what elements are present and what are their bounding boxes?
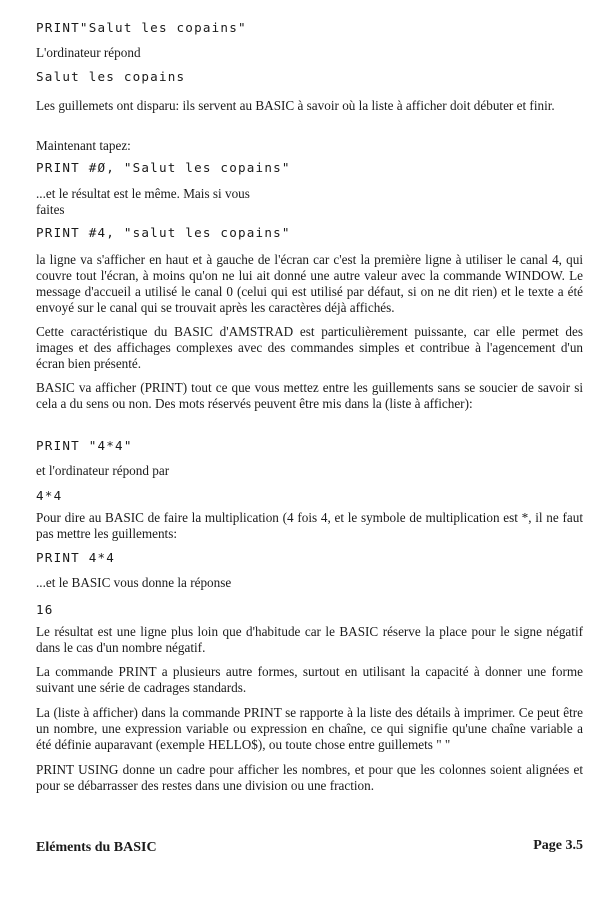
paragraph: Le résultat est une ligne plus loin que d'habitude car le BASIC réserve la place pour le signe négatif dans le cas d'un nombre négatif. — [36, 624, 583, 655]
paragraph: La commande PRINT a plusieurs autre formes, surtout en utilisant la capacité à donner une forme suivant une série de cadrages standards. — [36, 664, 583, 695]
footer-page-number: Page 3.5 — [533, 838, 583, 853]
paragraph: BASIC va afficher (PRINT) tout ce que vous mettez entre les guillements sans se soucier de savoir si cela a du sens ou non. Des mots réservés peuvent être mis dans la (liste à afficher): — [36, 380, 583, 411]
code-line: PRINT"Salut les copains" — [36, 20, 247, 35]
footer-section-title: Eléments du BASIC — [36, 840, 157, 855]
paragraph: La (liste à afficher) dans la commande PRINT se rapporte à la liste des détails à imprimer. Ce peut être un nombre, une expression variable ou expression en chaîne, ce qui signifie qu'une chaîne variable a été définie auparavant (exemple HELLO$), ou toute chose entre guillemets " " — [36, 705, 583, 752]
code-line: PRINT 4*4 — [36, 550, 116, 565]
paragraph: Les guillemets ont disparu: ils servent au BASIC à savoir où la liste à afficher doit débuter et finir. — [36, 98, 555, 113]
paragraph: PRINT USING donne un cadre pour afficher les nombres, et pour que les colonnes soient alignées et pour se débarrasser des restes dans une division ou une fraction. — [36, 762, 583, 793]
code-line: PRINT #Ø, "Salut les copains" — [36, 160, 291, 175]
paragraph: la ligne va s'afficher en haut et à gauche de l'écran car c'est la première ligne à utiliser le canal 4, qui couvre tout l'écran, à moins qu'on ne lui ait donné une autre valeur avec la commande WINDOW. Le message d'accueil a utilisé le canal 0 (celui qui est utilisé par défaut, si on ne dit rien) et le texte a été envoyé sur le canal qui se trouvait après les caractères déjà affichés. — [36, 252, 583, 315]
paragraph: Cette caractéristique du BASIC d'AMSTRAD est particulièrement puissante, car elle permet des images et des affichages complexes avec des commandes simples et contribue à l'agencement d'un écran bien présenté. — [36, 324, 583, 371]
paragraph: L'ordinateur répond — [36, 45, 141, 60]
paragraph: ...et le résultat est le même. Mais si vous faites — [36, 186, 250, 217]
code-line: Salut les copains — [36, 69, 186, 84]
code-line: 4*4 — [36, 488, 63, 503]
code-line: 16 — [36, 602, 54, 617]
paragraph: Pour dire au BASIC de faire la multiplication (4 fois 4, et le symbole de multiplication est *, il ne faut pas mettre les guillements: — [36, 510, 583, 541]
page-footer — [36, 838, 583, 858]
code-line: PRINT #4, "salut les copains" — [36, 225, 291, 240]
paragraph: et l'ordinateur répond par — [36, 463, 170, 478]
paragraph: Maintenant tapez: — [36, 138, 131, 153]
paragraph: ...et le BASIC vous donne la réponse — [36, 575, 232, 590]
code-line: PRINT "4*4" — [36, 438, 133, 453]
